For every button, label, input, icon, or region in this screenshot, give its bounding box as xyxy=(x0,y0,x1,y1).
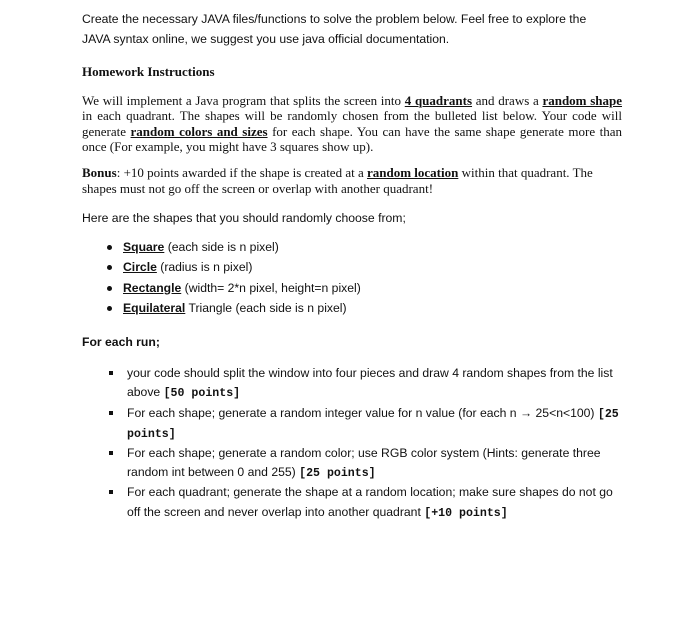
points-badge: [25 points] xyxy=(299,467,376,481)
text-run: for each shape. You can have the same shape generate more than once (For example, you might have 3 squares show up). xyxy=(82,123,622,155)
document-page xyxy=(82,10,622,523)
text-run: We will implement a Java program that splits the screen into xyxy=(82,92,405,108)
text-run: within that quadrant. The shapes must not go off the screen or overlap with another quadrant! xyxy=(82,164,593,196)
run-text: For each quadrant; generate the shape at a random location; make sure shapes do not go off the screen and never overlap into another quadrant xyxy=(127,485,613,519)
list-item xyxy=(108,483,622,522)
text-run: : +10 points awarded if the shape is created at a xyxy=(116,164,367,180)
intro-line-1: Create the necessary JAVA files/functions to solve the problem below. Feel free to explore the xyxy=(82,12,587,26)
shape-name: Rectangle xyxy=(123,280,182,295)
shape-desc: (radius is n pixel) xyxy=(156,260,253,275)
bonus-paragraph xyxy=(82,165,622,196)
text-run: and draws a xyxy=(472,92,543,108)
intro-line-2: JAVA syntax online, we suggest you use java official documentation. xyxy=(82,31,450,46)
homework-title: Homework Instructions xyxy=(82,64,215,79)
shape-name: Square xyxy=(123,239,165,254)
run-text: For each shape; generate a random color; use RGB color system (Hints: generate three random int between 0 and 255) xyxy=(127,445,601,480)
run-text: For each shape; generate a random integer value for n value (for each n → 25<n<100) xyxy=(127,405,598,420)
shapes-lead: Here are the shapes that you should randomly choose from; xyxy=(82,211,406,226)
list-item xyxy=(106,257,622,278)
list-item xyxy=(108,364,622,403)
shape-desc: (each side is n pixel) xyxy=(164,239,279,254)
shape-name: Equilateral xyxy=(123,301,186,316)
shape-desc: (width= 2*n pixel, height=n pixel) xyxy=(181,280,361,295)
points-badge: [25 points] xyxy=(127,407,619,441)
intro-paragraph xyxy=(82,10,622,49)
bonus-label: Bonus xyxy=(82,164,117,180)
list-item xyxy=(106,278,622,299)
emphasis-random-shape: random shape xyxy=(542,92,623,108)
emphasis-colors-sizes: random colors and sizes xyxy=(130,123,268,139)
shape-name: Circle xyxy=(123,260,157,275)
homework-paragraph xyxy=(82,93,622,155)
emphasis-random-location: random location xyxy=(366,164,459,180)
list-item xyxy=(108,444,622,483)
run-text: your code should split the window into four pieces and draw 4 random shapes from the list above xyxy=(127,366,613,400)
points-badge: [+10 points] xyxy=(424,506,508,520)
list-item xyxy=(106,237,622,258)
text-run: in each quadrant. The shapes will be randomly chosen from the bulleted list below. Your code will generate xyxy=(82,108,622,139)
list-item xyxy=(106,298,622,319)
run-title: For each run; xyxy=(82,334,160,349)
list-item xyxy=(108,404,622,444)
shape-desc: Triangle (each side is n pixel) xyxy=(185,301,347,316)
points-badge: [50 points] xyxy=(163,387,241,401)
emphasis-quadrants: 4 quadrants xyxy=(404,92,473,108)
shapes-list xyxy=(82,237,622,319)
run-list xyxy=(82,364,622,523)
